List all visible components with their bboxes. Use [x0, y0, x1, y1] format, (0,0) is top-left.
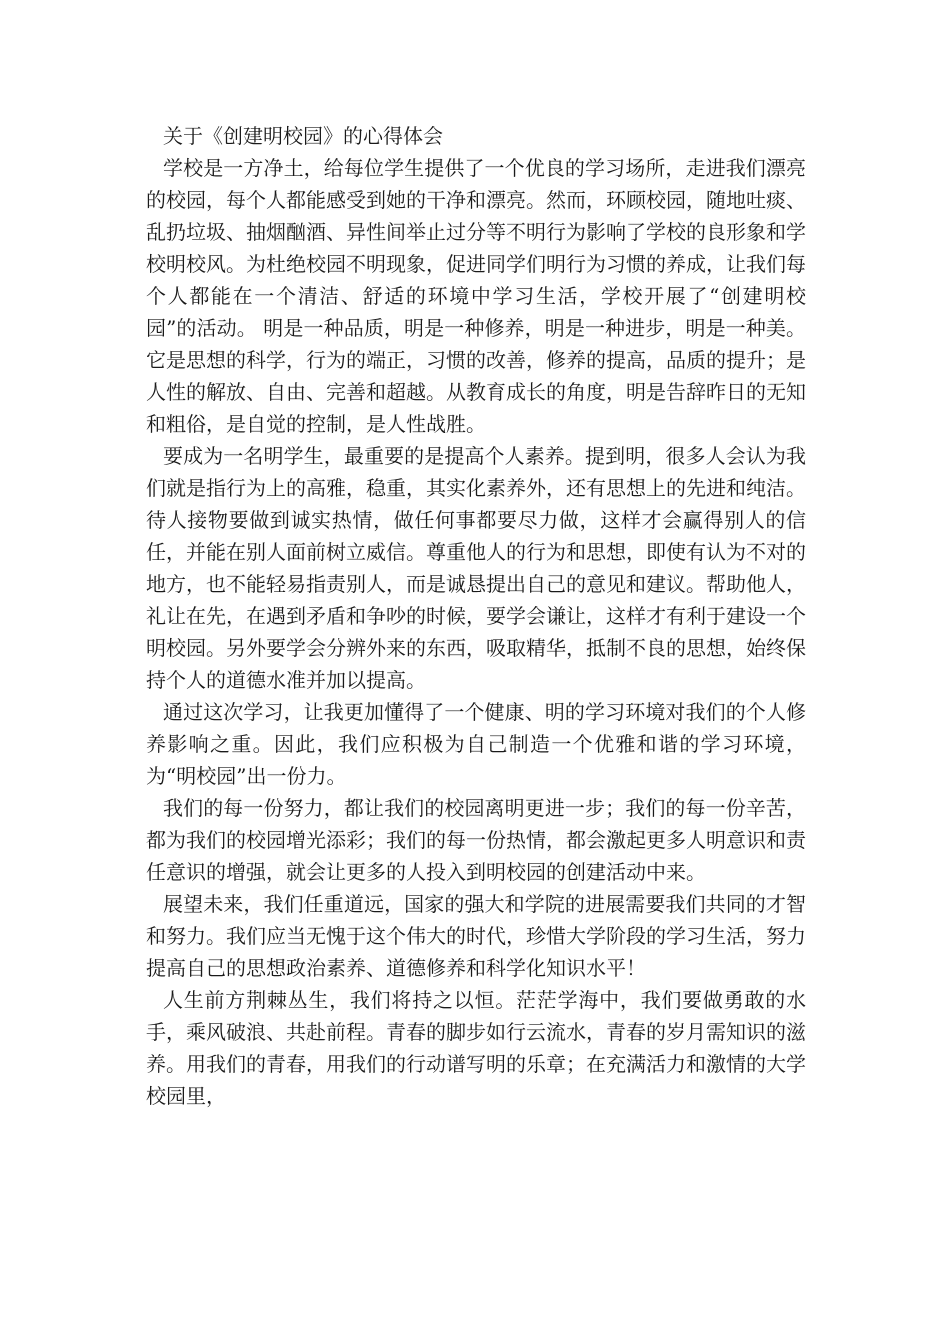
paragraph-4: 我们的每一份努力，都让我们的校园离明更进一步；我们的每一份辛苦，都为我们的校园增光添彩；我们的每一份热情，都会激起更多人明意识和责任意识的增强，就会让更多的人投入到明校园的创建活动中来。 [146, 796, 806, 884]
paragraph-1: 学校是一方净土，给每位学生提供了一个优良的学习场所，走进我们漂亮的校园，每个人都能感受到她的干净和漂亮。然而，环顾校园，随地吐痰、乱扔垃圾、抽烟酗酒、异性间举止过分等不明行为影响了学校的良形象和学校明校风。为杜绝校园不明现象，促进同学们明行为习惯的养成，让我们每个人都能在一个清洁、舒适的环境中学习生活，学校开展了“创建明校园”的活动。 明是一种品质，明是一种修养，明是一种进步，明是一种美。 它是思想的科学，行为的端正，习惯的改善，修养的提高，品质的提升；是人性的解放、自由、完善和超越。从教育成长的角度，明是告辞昨日的无知和粗俗，是自觉的控制，是人性战胜。 [146, 156, 806, 436]
paragraph-5: 展望未来，我们任重道远，国家的强大和学院的进展需要我们共同的才智和努力。我们应当无愧于这个伟大的时代，珍惜大学阶段的学习生活，努力提高自己的思想政治素养、道德修养和科学化知识水平！ [146, 892, 806, 980]
paragraph-6: 人生前方荆棘丛生，我们将持之以恒。茫茫学海中，我们要做勇敢的水手，乘风破浪、共赴前程。青春的脚步如行云流水，青春的岁月需知识的滋养。用我们的青春，用我们的行动谱写明的乐章；在充满活力和激情的大学校园里， [146, 988, 806, 1108]
paragraph-2: 要成为一名明学生，最重要的是提高个人素养。提到明，很多人会认为我们就是指行为上的高雅，稳重，其实化素养外，还有思想上的先进和纯洁。待人接物要做到诚实热情，做任何事都要尽力做，这样才会赢得别人的信任，并能在别人面前树立威信。尊重他人的行为和思想，即使有认为不对的地方，也不能轻易指责别人，而是诚恳提出自己的意见和建议。帮助他人，礼让在先，在遇到矛盾和争吵的时候，要学会谦让，这样才有利于建设一个明校园。另外要学会分辨外来的东西，吸取精华，抵制不良的思想，始终保持个人的道德水准并加以提高。 [146, 444, 806, 692]
document-body [146, 120, 806, 1112]
document-title: 关于《创建明校园》的心得体会 [163, 124, 443, 148]
paragraph-3: 通过这次学习，让我更加懂得了一个健康、明的学习环境对我们的个人修养影响之重。因此，我们应积极为自己制造一个优雅和谐的学习环境，为“明校园”出一份力。 [146, 700, 806, 788]
